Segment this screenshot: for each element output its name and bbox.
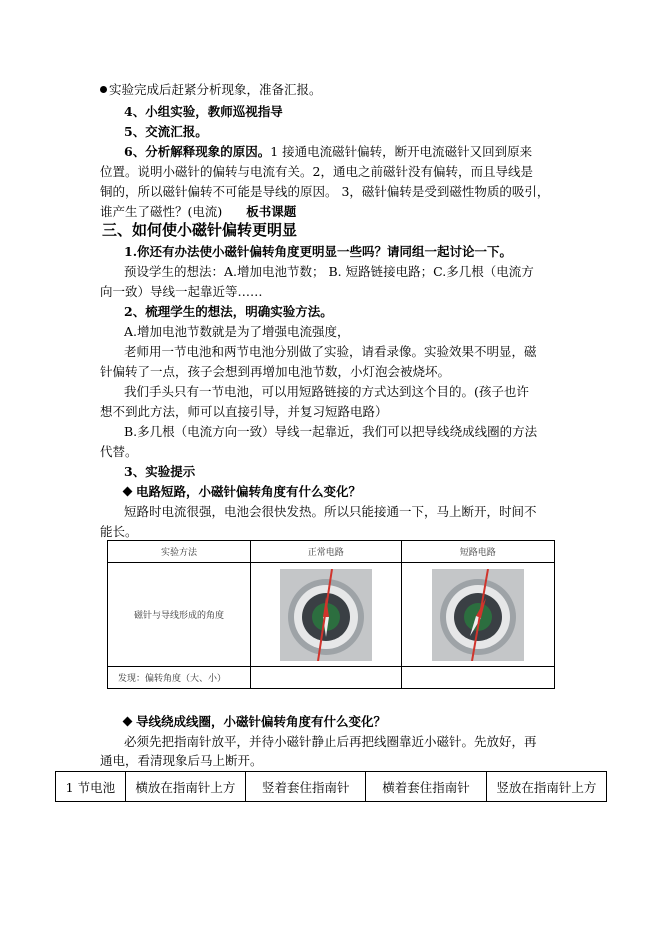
line-13: 老师用一节电池和两节电池分别做了实验，请看录像。实验效果不明显，磁 xyxy=(124,344,537,359)
line-22: 能长。 xyxy=(100,524,138,539)
line-9: 预设学生的想法：A.增加电池节数； B. 短路链接电路；C.多几根（电流方 xyxy=(124,264,534,279)
experiment-table xyxy=(107,540,555,689)
line-3: 5、交流汇报。 xyxy=(124,124,208,139)
line-15: 我们手头只有一节电池，可以用短路链接的方式达到这个目的。(孩子也许 xyxy=(124,384,529,399)
table-cell: 横着套住指南针 xyxy=(366,772,486,802)
line-10: 向一致）导线一起靠近等…… xyxy=(100,284,263,299)
line-25: 通电，看清现象后马上断开。 xyxy=(100,753,263,768)
line-5: 位置。说明小磁针的偏转与电流有关。2，通电之前磁针没有偏转，而且导线是 xyxy=(100,164,533,179)
line-7: 谁产生了磁性？(电流) 板书课题 xyxy=(100,204,297,219)
table-header: 实验方法 xyxy=(108,541,251,563)
table-cell: 竖放在指南针上方 xyxy=(486,772,606,802)
diamond-bullet-icon xyxy=(123,487,133,497)
line-6: 铜的，所以磁针偏转不可能是导线的原因。 3，磁针偏转是受到磁性物质的吸引， xyxy=(100,184,550,199)
line-23: 导线绕成线圈，小磁针偏转角度有什么变化？ xyxy=(124,714,589,730)
short-circuit-cell xyxy=(401,563,554,667)
line-1: 实验完成后赶紧分析现象，准备汇报。 xyxy=(100,82,565,98)
line-4: 6、分析解释现象的原因。1 接通电流磁针偏转，断开电流磁针又回到原来 xyxy=(124,144,533,159)
section-heading: 三、如何使小磁针偏转更明显 xyxy=(102,221,298,239)
normal-circuit-cell xyxy=(251,563,401,667)
diamond-bullet-icon xyxy=(123,717,133,727)
line-24: 必须先把指南针放平，并待小磁针静止后再把线圈靠近小磁针。先放好，再 xyxy=(124,734,537,749)
line-17: B.多几根（电流方向一致）导线一起靠近，我们可以把导线绕成线圈的方法 xyxy=(124,424,538,439)
line-19: 3、实验提示 xyxy=(124,464,196,479)
line-20: 电路短路，小磁针偏转角度有什么变化？ xyxy=(124,484,589,500)
line-12: A.增加电池节数就是为了增强电流强度， xyxy=(124,324,350,339)
table-header: 短路电路 xyxy=(401,541,554,563)
table-row-label: 磁针与导线形成的角度 xyxy=(108,563,251,667)
compass-photo-short xyxy=(432,569,524,661)
line-18: 代替。 xyxy=(100,444,138,459)
table-header: 正常电路 xyxy=(251,541,401,563)
bullet-icon xyxy=(100,86,107,93)
line-8: 1.你还有办法使小磁针偏转角度更明显一些吗？请同组一起讨论一下。 xyxy=(124,244,513,259)
line-16: 想不到此方法，师可以直接引导，并复习短路电路） xyxy=(100,404,388,419)
table-cell: 竖着套住指南针 xyxy=(246,772,366,802)
empty-cell xyxy=(251,667,401,689)
line-2: 4、小组实验，教师巡视指导 xyxy=(124,104,283,119)
line-14: 针偏转了一点，孩子会想到再增加电池节数，小灯泡会被烧坏。 xyxy=(100,364,451,379)
table-cell: 1 节电池 xyxy=(56,772,126,802)
compass-photo-normal xyxy=(280,569,372,661)
coil-table xyxy=(55,771,607,802)
table-row-label: 发现：偏转角度（大、小） xyxy=(108,667,251,689)
line-11: 2、梳理学生的想法，明确实验方法。 xyxy=(124,304,333,319)
line-21: 短路时电流很强，电池会很快发热。所以只能接通一下，马上断开，时间不 xyxy=(124,504,537,519)
table-cell: 横放在指南针上方 xyxy=(125,772,245,802)
empty-cell xyxy=(401,667,554,689)
